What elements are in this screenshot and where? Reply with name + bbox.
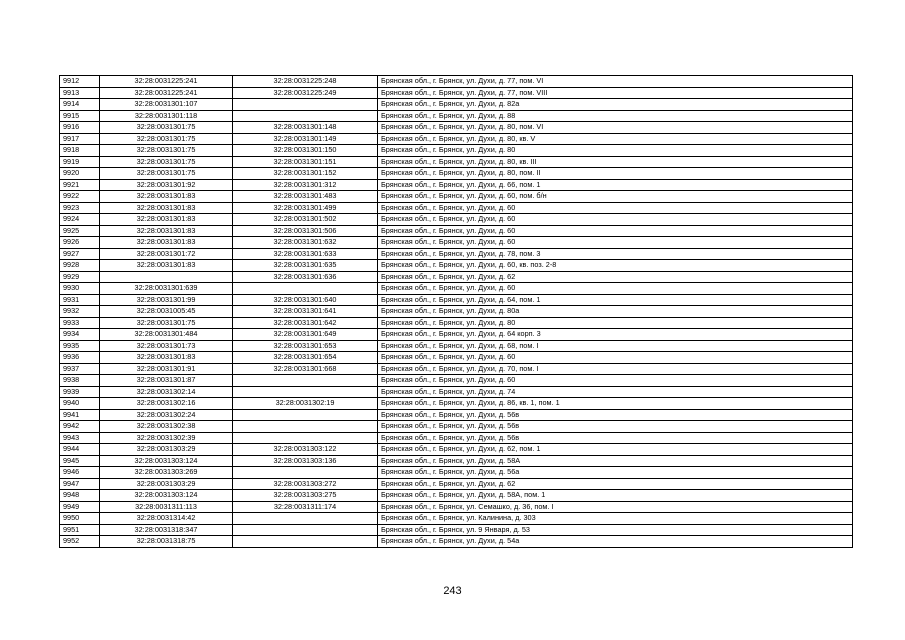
parent-cadastral-number-cell: 32:28:0031302:38	[100, 421, 233, 433]
address-cell: Брянская обл., г. Брянск, ул. Духи, д. 56в	[378, 432, 853, 444]
parent-cadastral-number-cell: 32:28:0031318:75	[100, 536, 233, 548]
address-cell: Брянская обл., г. Брянск, ул. Духи, д. 60, пом. б/н	[378, 191, 853, 203]
address-cell: Брянская обл., г. Брянск, ул. Духи, д. 80, пом. VI	[378, 122, 853, 134]
parent-cadastral-number-cell: 32:28:0031301:83	[100, 225, 233, 237]
table-row	[60, 501, 853, 513]
parent-cadastral-number-cell: 32:28:0031303:269	[100, 467, 233, 479]
address-cell: Брянская обл., г. Брянск, ул. Духи, д. 58А	[378, 455, 853, 467]
address-cell: Брянская обл., г. Брянск, ул. Духи, д. 60	[378, 283, 853, 295]
cadastral-number-cell: 32:28:0031225:249	[233, 87, 378, 99]
cadastral-number-cell: 32:28:0031301:636	[233, 271, 378, 283]
address-cell: Брянская обл., г. Брянск, ул. Духи, д. 68, пом. I	[378, 340, 853, 352]
table-row	[60, 444, 853, 456]
cadastral-number-cell: 32:28:0031301:148	[233, 122, 378, 134]
cadastral-number-cell	[233, 467, 378, 479]
row-number-cell: 9946	[60, 467, 100, 479]
row-number-cell: 9932	[60, 306, 100, 318]
table-row	[60, 168, 853, 180]
row-number-cell: 9938	[60, 375, 100, 387]
address-cell: Брянская обл., г. Брянск, ул. Духи, д. 80	[378, 145, 853, 157]
cadastral-number-cell	[233, 421, 378, 433]
parent-cadastral-number-cell: 32:28:0031301:73	[100, 340, 233, 352]
row-number-cell: 9914	[60, 99, 100, 111]
parent-cadastral-number-cell: 32:28:0031303:124	[100, 455, 233, 467]
cadastral-number-cell	[233, 524, 378, 536]
address-cell: Брянская обл., г. Брянск, ул. Духи, д. 86, кв. 1, пом. 1	[378, 398, 853, 410]
row-number-cell: 9950	[60, 513, 100, 525]
row-number-cell: 9945	[60, 455, 100, 467]
table-row	[60, 524, 853, 536]
address-cell: Брянская обл., г. Брянск, ул. Семашко, д. 36, пом. I	[378, 501, 853, 513]
table-row	[60, 283, 853, 295]
parent-cadastral-number-cell: 32:28:0031301:639	[100, 283, 233, 295]
address-cell: Брянская обл., г. Брянск, ул. Духи, д. 60	[378, 375, 853, 387]
row-number-cell: 9948	[60, 490, 100, 502]
row-number-cell: 9937	[60, 363, 100, 375]
table-row	[60, 455, 853, 467]
table-row	[60, 110, 853, 122]
cadastral-number-cell: 32:28:0031303:122	[233, 444, 378, 456]
parent-cadastral-number-cell: 32:28:0031302:16	[100, 398, 233, 410]
cadastral-number-cell: 32:28:0031301:633	[233, 248, 378, 260]
parent-cadastral-number-cell: 32:28:0031301:83	[100, 191, 233, 203]
address-cell: Брянская обл., г. Брянск, ул. Духи, д. 77, пом. VIII	[378, 87, 853, 99]
row-number-cell: 9912	[60, 76, 100, 88]
parent-cadastral-number-cell: 32:28:0031301:75	[100, 317, 233, 329]
address-cell: Брянская обл., г. Брянск, ул. 9 Января, д. 53	[378, 524, 853, 536]
address-cell: Брянская обл., г. Брянск, ул. Духи, д. 54а	[378, 536, 853, 548]
row-number-cell: 9933	[60, 317, 100, 329]
address-cell: Брянская обл., г. Брянск, ул. Духи, д. 80	[378, 317, 853, 329]
parent-cadastral-number-cell: 32:28:0031301:83	[100, 352, 233, 364]
address-cell: Брянская обл., г. Брянск, ул. Духи, д. 77, пом. VI	[378, 76, 853, 88]
row-number-cell: 9928	[60, 260, 100, 272]
row-number-cell: 9916	[60, 122, 100, 134]
table-row	[60, 363, 853, 375]
parent-cadastral-number-cell: 32:28:0031005:45	[100, 306, 233, 318]
cadastral-number-cell: 32:28:0031301:502	[233, 214, 378, 226]
address-cell: Брянская обл., г. Брянск, ул. Духи, д. 80а	[378, 306, 853, 318]
table-row	[60, 225, 853, 237]
table-row	[60, 156, 853, 168]
row-number-cell: 9919	[60, 156, 100, 168]
row-number-cell: 9917	[60, 133, 100, 145]
cadastral-number-cell: 32:28:0031301:642	[233, 317, 378, 329]
row-number-cell: 9934	[60, 329, 100, 341]
cadastral-number-cell	[233, 432, 378, 444]
row-number-cell: 9926	[60, 237, 100, 249]
cadastral-number-cell	[233, 110, 378, 122]
cadastral-number-cell: 32:28:0031301:640	[233, 294, 378, 306]
cadastral-number-cell	[233, 409, 378, 421]
table-row	[60, 214, 853, 226]
row-number-cell: 9943	[60, 432, 100, 444]
address-cell: Брянская обл., г. Брянск, ул. Духи, д. 80, пом. II	[378, 168, 853, 180]
cadastral-table-body	[60, 76, 853, 548]
parent-cadastral-number-cell: 32:28:0031318:347	[100, 524, 233, 536]
row-number-cell: 9915	[60, 110, 100, 122]
address-cell: Брянская обл., г. Брянск, ул. Духи, д. 70, пом. I	[378, 363, 853, 375]
cadastral-number-cell: 32:28:0031301:649	[233, 329, 378, 341]
row-number-cell: 9935	[60, 340, 100, 352]
parent-cadastral-number-cell: 32:28:0031301:99	[100, 294, 233, 306]
row-number-cell: 9918	[60, 145, 100, 157]
parent-cadastral-number-cell: 32:28:0031301:83	[100, 202, 233, 214]
parent-cadastral-number-cell: 32:28:0031301:83	[100, 214, 233, 226]
table-row	[60, 536, 853, 548]
cadastral-number-cell: 32:28:0031301:641	[233, 306, 378, 318]
row-number-cell: 9947	[60, 478, 100, 490]
address-cell: Брянская обл., г. Брянск, ул. Духи, д. 62, пом. 1	[378, 444, 853, 456]
table-row	[60, 467, 853, 479]
table-row	[60, 179, 853, 191]
parent-cadastral-number-cell: 32:28:0031301:484	[100, 329, 233, 341]
cadastral-table	[59, 75, 853, 548]
parent-cadastral-number-cell: 32:28:0031301:118	[100, 110, 233, 122]
cadastral-number-cell: 32:28:0031301:483	[233, 191, 378, 203]
address-cell: Брянская обл., г. Брянск, ул. Духи, д. 88	[378, 110, 853, 122]
row-number-cell: 9920	[60, 168, 100, 180]
parent-cadastral-number-cell: 32:28:0031301:75	[100, 133, 233, 145]
row-number-cell: 9931	[60, 294, 100, 306]
address-cell: Брянская обл., г. Брянск, ул. Духи, д. 74	[378, 386, 853, 398]
parent-cadastral-number-cell: 32:28:0031302:14	[100, 386, 233, 398]
parent-cadastral-number-cell: 32:28:0031301:92	[100, 179, 233, 191]
address-cell: Брянская обл., г. Брянск, ул. Духи, д. 60	[378, 214, 853, 226]
table-row	[60, 260, 853, 272]
row-number-cell: 9930	[60, 283, 100, 295]
table-row	[60, 248, 853, 260]
cadastral-number-cell: 32:28:0031301:635	[233, 260, 378, 272]
table-row	[60, 352, 853, 364]
row-number-cell: 9927	[60, 248, 100, 260]
table-row	[60, 202, 853, 214]
parent-cadastral-number-cell: 32:28:0031301:75	[100, 145, 233, 157]
address-cell: Брянская обл., г. Брянск, ул. Духи, д. 56в	[378, 409, 853, 421]
address-cell: Брянская обл., г. Брянск, ул. Духи, д. 82а	[378, 99, 853, 111]
cadastral-number-cell: 32:28:0031301:653	[233, 340, 378, 352]
cadastral-number-cell: 32:28:0031301:150	[233, 145, 378, 157]
table-row	[60, 294, 853, 306]
table-row	[60, 87, 853, 99]
address-cell: Брянская обл., г. Брянск, ул. Духи, д. 60	[378, 237, 853, 249]
cadastral-number-cell: 32:28:0031301:668	[233, 363, 378, 375]
parent-cadastral-number-cell	[100, 271, 233, 283]
address-cell: Брянская обл., г. Брянск, ул. Калинина, д. 303	[378, 513, 853, 525]
table-row	[60, 386, 853, 398]
table-row	[60, 145, 853, 157]
table-row	[60, 513, 853, 525]
row-number-cell: 9923	[60, 202, 100, 214]
cadastral-number-cell: 32:28:0031301:149	[233, 133, 378, 145]
table-row	[60, 122, 853, 134]
row-number-cell: 9941	[60, 409, 100, 421]
parent-cadastral-number-cell: 32:28:0031303:29	[100, 478, 233, 490]
parent-cadastral-number-cell: 32:28:0031303:29	[100, 444, 233, 456]
cadastral-number-cell: 32:28:0031301:152	[233, 168, 378, 180]
address-cell: Брянская обл., г. Брянск, ул. Духи, д. 60	[378, 352, 853, 364]
table-row	[60, 317, 853, 329]
parent-cadastral-number-cell: 32:28:0031225:241	[100, 87, 233, 99]
row-number-cell: 9939	[60, 386, 100, 398]
parent-cadastral-number-cell: 32:28:0031301:107	[100, 99, 233, 111]
address-cell: Брянская обл., г. Брянск, ул. Духи, д. 62	[378, 478, 853, 490]
row-number-cell: 9922	[60, 191, 100, 203]
table-row	[60, 133, 853, 145]
row-number-cell: 9942	[60, 421, 100, 433]
address-cell: Брянская обл., г. Брянск, ул. Духи, д. 80, кв. III	[378, 156, 853, 168]
table-row	[60, 99, 853, 111]
address-cell: Брянская обл., г. Брянск, ул. Духи, д. 56в	[378, 421, 853, 433]
table-row	[60, 490, 853, 502]
table-row	[60, 409, 853, 421]
table-row	[60, 237, 853, 249]
cadastral-number-cell: 32:28:0031303:272	[233, 478, 378, 490]
table-row	[60, 398, 853, 410]
address-cell: Брянская обл., г. Брянск, ул. Духи, д. 64 корп. 3	[378, 329, 853, 341]
address-cell: Брянская обл., г. Брянск, ул. Духи, д. 78, пом. 3	[378, 248, 853, 260]
cadastral-number-cell	[233, 536, 378, 548]
cadastral-number-cell: 32:28:0031301:654	[233, 352, 378, 364]
row-number-cell: 9921	[60, 179, 100, 191]
table-row	[60, 76, 853, 88]
address-cell: Брянская обл., г. Брянск, ул. Духи, д. 58А, пом. 1	[378, 490, 853, 502]
address-cell: Брянская обл., г. Брянск, ул. Духи, д. 80, кв. V	[378, 133, 853, 145]
cadastral-number-cell	[233, 513, 378, 525]
table-row	[60, 271, 853, 283]
cadastral-number-cell: 32:28:0031301:312	[233, 179, 378, 191]
table-row	[60, 191, 853, 203]
table-row	[60, 375, 853, 387]
cadastral-number-cell: 32:28:0031302:19	[233, 398, 378, 410]
page-number: 243	[443, 585, 462, 597]
row-number-cell: 9913	[60, 87, 100, 99]
table-row	[60, 478, 853, 490]
table-row	[60, 329, 853, 341]
row-number-cell: 9952	[60, 536, 100, 548]
parent-cadastral-number-cell: 32:28:0031301:83	[100, 237, 233, 249]
cadastral-number-cell: 32:28:0031301:151	[233, 156, 378, 168]
table-row	[60, 432, 853, 444]
parent-cadastral-number-cell: 32:28:0031301:75	[100, 156, 233, 168]
row-number-cell: 9929	[60, 271, 100, 283]
cadastral-number-cell: 32:28:0031301:632	[233, 237, 378, 249]
parent-cadastral-number-cell: 32:28:0031303:124	[100, 490, 233, 502]
parent-cadastral-number-cell: 32:28:0031301:87	[100, 375, 233, 387]
cadastral-number-cell: 32:28:0031301:506	[233, 225, 378, 237]
table-row	[60, 421, 853, 433]
parent-cadastral-number-cell: 32:28:0031225:241	[100, 76, 233, 88]
cadastral-number-cell	[233, 375, 378, 387]
parent-cadastral-number-cell: 32:28:0031302:24	[100, 409, 233, 421]
parent-cadastral-number-cell: 32:28:0031314:42	[100, 513, 233, 525]
address-cell: Брянская обл., г. Брянск, ул. Духи, д. 66, пом. 1	[378, 179, 853, 191]
parent-cadastral-number-cell: 32:28:0031311:113	[100, 501, 233, 513]
parent-cadastral-number-cell: 32:28:0031301:83	[100, 260, 233, 272]
parent-cadastral-number-cell: 32:28:0031301:91	[100, 363, 233, 375]
row-number-cell: 9925	[60, 225, 100, 237]
cadastral-number-cell: 32:28:0031303:275	[233, 490, 378, 502]
cadastral-number-cell	[233, 99, 378, 111]
parent-cadastral-number-cell: 32:28:0031301:75	[100, 122, 233, 134]
address-cell: Брянская обл., г. Брянск, ул. Духи, д. 60, кв. поз. 2-8	[378, 260, 853, 272]
cadastral-number-cell	[233, 283, 378, 295]
cadastral-number-cell: 32:28:0031225:248	[233, 76, 378, 88]
cadastral-number-cell	[233, 386, 378, 398]
row-number-cell: 9936	[60, 352, 100, 364]
table-row	[60, 306, 853, 318]
row-number-cell: 9924	[60, 214, 100, 226]
address-cell: Брянская обл., г. Брянск, ул. Духи, д. 62	[378, 271, 853, 283]
cadastral-number-cell: 32:28:0031303:136	[233, 455, 378, 467]
table-row	[60, 340, 853, 352]
parent-cadastral-number-cell: 32:28:0031302:39	[100, 432, 233, 444]
row-number-cell: 9944	[60, 444, 100, 456]
cadastral-number-cell: 32:28:0031301:499	[233, 202, 378, 214]
address-cell: Брянская обл., г. Брянск, ул. Духи, д. 60	[378, 225, 853, 237]
row-number-cell: 9949	[60, 501, 100, 513]
parent-cadastral-number-cell: 32:28:0031301:72	[100, 248, 233, 260]
cadastral-number-cell: 32:28:0031311:174	[233, 501, 378, 513]
address-cell: Брянская обл., г. Брянск, ул. Духи, д. 64, пом. 1	[378, 294, 853, 306]
address-cell: Брянская обл., г. Брянск, ул. Духи, д. 56а	[378, 467, 853, 479]
row-number-cell: 9951	[60, 524, 100, 536]
row-number-cell: 9940	[60, 398, 100, 410]
address-cell: Брянская обл., г. Брянск, ул. Духи, д. 60	[378, 202, 853, 214]
parent-cadastral-number-cell: 32:28:0031301:75	[100, 168, 233, 180]
